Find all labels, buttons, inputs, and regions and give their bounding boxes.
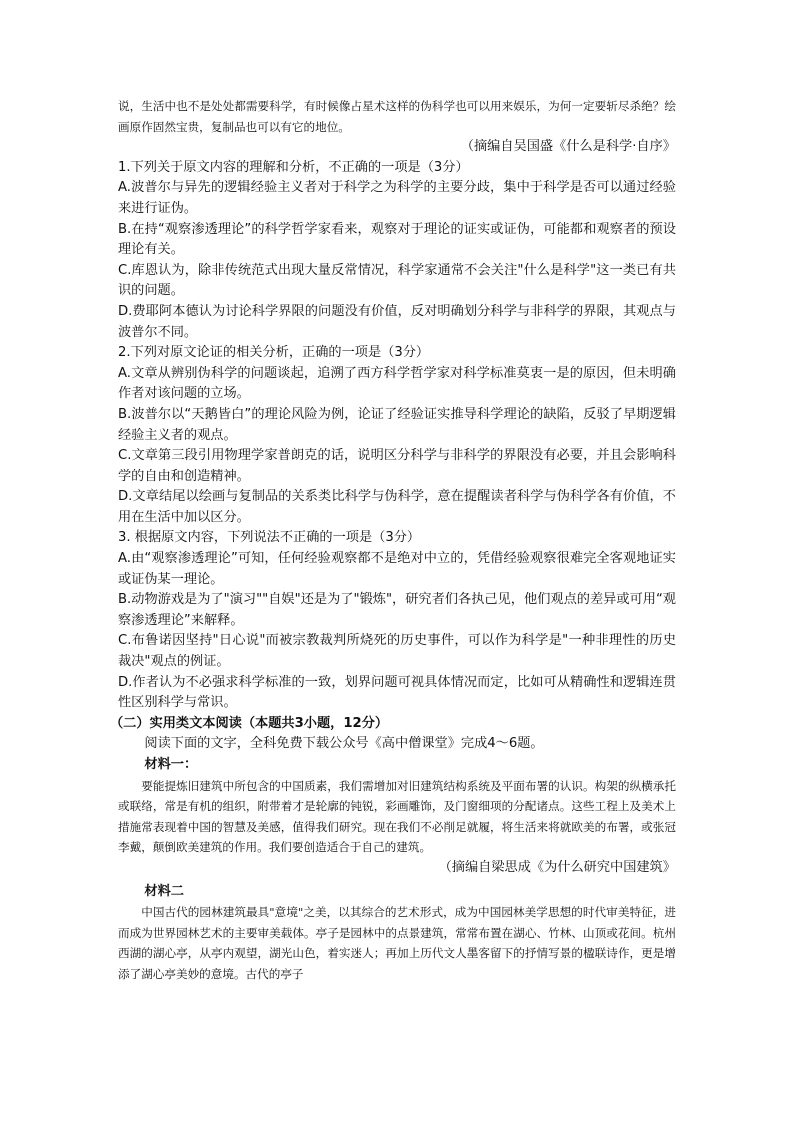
document-body <box>110 96 676 985</box>
intro-source: （摘编自吴国盛《什么是科学·自序》 <box>460 139 676 155</box>
question-1-option-c: C.库恩认为，除非传统范式出现大量反常情况，科学家通常不会关注"什么是科学"这一类已有共识的问题。 <box>118 262 676 299</box>
material-2-label: 材料二 <box>144 883 184 899</box>
material-1-source: （摘编自梁思成《为什么研究中国建筑》 <box>438 859 676 875</box>
question-3-option-a: A.由“观察渗透理论”可知，任何经验观察都不是绝对中立的，凭借经验观察很难完全客观地证实或证伪某一理论。 <box>118 551 676 587</box>
question-2-option-c: C.文章第三段引用物理学家普朗克的话，说明区分科学与非科学的界限没有必要，并且会影响科学的自由和创造精神。 <box>118 448 676 484</box>
question-1-option-d: D.费耶阿本德认为讨论科学界限的问题没有价值，反对明确划分科学与非科学的界限，其观点与波普尔不同。 <box>118 303 676 340</box>
question-3-option-d: D.作者认为不必强求科学标准的一致，划界问题可视具体情况而定，比如可从精确性和逻辑连贯性区别科学与常识。 <box>118 674 676 711</box>
question-3-stem: 3. 根据原文内容，下列说法不正确的一项是（3分） <box>118 530 421 546</box>
question-2-option-a: A.文章从辨别伪科学的问题谈起，追溯了西方科学哲学家对科学标准莫衷一是的原因，但未明确作者对该问题的立场。 <box>118 365 676 402</box>
question-1-option-b: B.在持“观察渗透理论”的科学哲学家看来，观察对于理论的证实或证伪，可能都和观察者的预设理论有关。 <box>118 221 676 258</box>
section-heading: （二）实用类文本阅读（本题共3小题，12分） <box>110 715 389 731</box>
question-2-stem: 2.下列对原文论证的相关分析，正确的一项是（3分） <box>118 345 430 361</box>
question-3-option-c: C.布鲁诺因坚持"日心说"而被宗教裁判所烧死的历史事件，可以作为科学是"一种非理性的历史裁决"观点的例证。 <box>118 633 676 670</box>
question-2-option-b: B.波普尔以“天鹅皆白”的理论风险为例，论证了经验证实推导科学理论的缺陷，反驳了早期逻辑经验主义者的观点。 <box>118 406 676 443</box>
question-1-stem: 1.下列关于原文内容的理解和分析，不正确的一项是（3分） <box>118 159 469 175</box>
question-3-option-b: B.动物游戏是为了"演习""自娱"还是为了"锻炼"，研究者们各执己见，他们观点的差异或可用“观察渗透理论”来解释。 <box>118 592 676 628</box>
section-instruction: 阅读下面的文字，全科免费下载公众号《高中僧课堂》完成4～6题。 <box>144 736 544 752</box>
intro-paragraph: 说，生活中也不是处处都需要科学，有时候像占星术这样的伪科学也可以用来娱乐，为何一定要斩尽杀绝？绘画原作固然宝贵，复制品也可以有它的地位。 <box>118 99 676 134</box>
material-1-label: 材料一： <box>144 757 198 772</box>
question-2-option-d: D.文章结尾以绘画与复制品的关系类比科学与伪科学，意在提醒读者科学与伪科学各有价值，不用在生活中加以区分。 <box>118 489 676 525</box>
material-1-text: 要能提炼旧建筑中所包含的中国质素，我们需增加对旧建筑结构系统及平面布署的认识。构架的纵横承托或联络，常是有机的组织，附带着才是轮廓的钝锐，彩画雕饰，及门窗细项的分配诸点。这些工程上及美术上措施常表现着中国的智慧及美感，值得我们研究。现在我们不必削足就履，将生活来将就欧美的布署，或张冠李戴，颠倒欧美建筑的作用。我们要创造适合于自己的建筑。 <box>118 778 676 855</box>
material-2-text: 中国古代的园林建筑最具"意境"之美，以其综合的艺术形式，成为中国园林美学思想的时代审美特征，进而成为世界园林艺术的主要审美载体。亭子是园林中的点景建筑，常常布置在湖心、竹林、山顶或花间。杭州西湖的湖心亭，从亭内观望，湖光山色，着实迷人；再加上历代文人墨客留下的抒情写景的楹联诗作，更是增添了湖心亭美妙的意境。古代的亭子 <box>118 905 676 981</box>
question-1-option-a: A.波普尔与异先的逻辑经验主义者对于科学之为科学的主要分歧，集中于科学是否可以通过经验来进行证伪。 <box>118 180 676 216</box>
